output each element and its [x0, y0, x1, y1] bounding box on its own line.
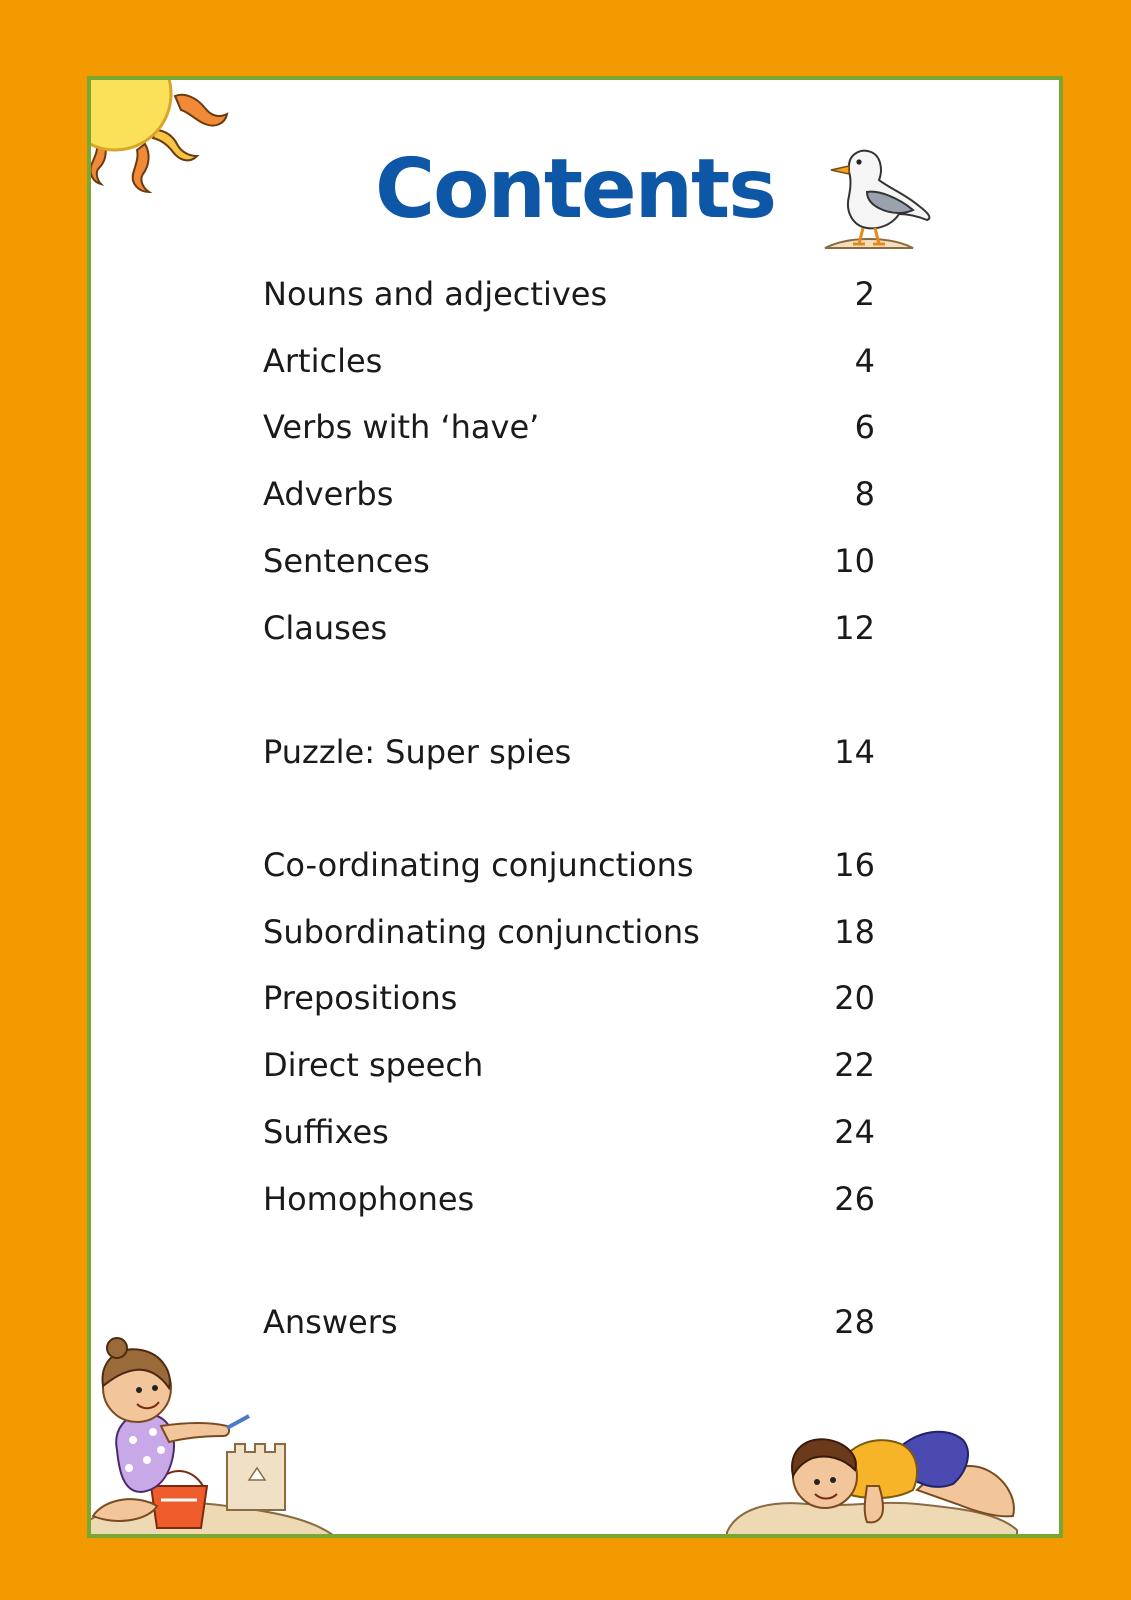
toc-entry[interactable] — [263, 841, 875, 889]
toc-entry-page: 26 — [834, 1180, 875, 1218]
toc-entry[interactable] — [263, 403, 875, 451]
toc-entry-title: Homophones — [263, 1180, 475, 1218]
toc-entry-page: 8 — [854, 475, 875, 513]
boy-digging-icon — [717, 1400, 1027, 1538]
toc-entry-title: Sentences — [263, 542, 430, 580]
toc-entry[interactable] — [263, 1041, 875, 1089]
toc-entry[interactable] — [263, 1108, 875, 1156]
toc-entry-page: 14 — [834, 733, 875, 771]
toc-entry-title: Articles — [263, 342, 383, 380]
toc-entry-page: 20 — [834, 979, 875, 1017]
toc-entry-title: Clauses — [263, 609, 388, 647]
toc-entry-page: 12 — [834, 609, 875, 647]
toc-entry-page: 6 — [854, 408, 875, 446]
toc-entry[interactable] — [263, 537, 875, 585]
toc-entry[interactable] — [263, 337, 875, 385]
toc-entry[interactable] — [263, 604, 875, 652]
toc-entry-title: Subordinating conjunctions — [263, 913, 700, 951]
girl-sandcastle-icon — [87, 1330, 347, 1538]
toc-entry-title: Answers — [263, 1303, 398, 1341]
toc-entry-page: 2 — [854, 275, 875, 313]
toc-entry-title: Prepositions — [263, 979, 458, 1017]
toc-entry-title: Suffixes — [263, 1113, 389, 1151]
toc-entry-title: Adverbs — [263, 475, 394, 513]
toc-entry[interactable] — [263, 270, 875, 318]
toc-entry-title: Co-ordinating conjunctions — [263, 846, 694, 884]
toc-entry-title: Verbs with ‘have’ — [263, 408, 540, 446]
toc-entry-title: Nouns and adjectives — [263, 275, 608, 313]
toc-entry-page: 16 — [834, 846, 875, 884]
toc-entry-page: 24 — [834, 1113, 875, 1151]
toc-entry-page: 4 — [854, 342, 875, 380]
toc-entry-page: 22 — [834, 1046, 875, 1084]
toc-entry-page: 10 — [834, 542, 875, 580]
toc-entry[interactable] — [263, 728, 875, 776]
toc-entry[interactable] — [263, 1298, 875, 1346]
toc-entry-page: 28 — [834, 1303, 875, 1341]
toc-entry[interactable] — [263, 908, 875, 956]
toc-entry-page: 18 — [834, 913, 875, 951]
toc-entry[interactable] — [263, 1175, 875, 1223]
contents-page — [87, 76, 1063, 1538]
page-title: Contents — [374, 142, 776, 237]
toc-entry-title: Direct speech — [263, 1046, 484, 1084]
toc-entry[interactable] — [263, 974, 875, 1022]
toc-entry[interactable] — [263, 470, 875, 518]
toc-entry-title: Puzzle: Super spies — [263, 733, 572, 771]
